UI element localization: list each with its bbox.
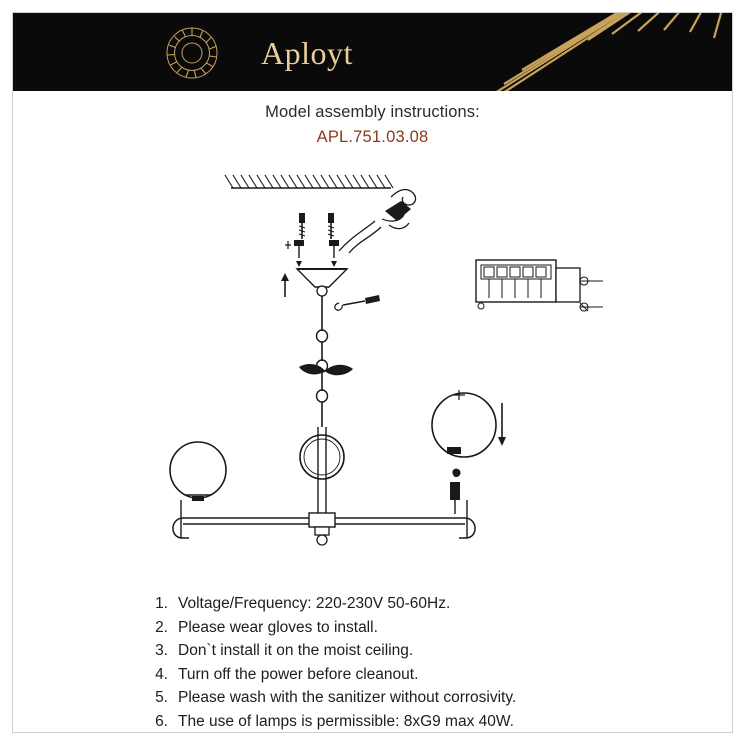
rod-icon — [309, 427, 335, 545]
lamp-socket-icon — [450, 469, 461, 514]
list-item — [146, 663, 706, 687]
wire-connector-icon — [339, 190, 416, 253]
screwdriver-icon — [335, 295, 380, 310]
list-item-text: Voltage/Frequency: 220-230V 50-60Hz. — [178, 595, 451, 612]
dowel-icon — [453, 390, 465, 400]
list-item — [146, 616, 706, 640]
list-item-number: 4. — [155, 665, 168, 683]
screw-icon — [299, 213, 305, 239]
globe-shade-icon — [170, 442, 226, 501]
brand-name: Aployt — [261, 35, 353, 71]
ceiling-cup-icon — [297, 269, 347, 296]
chain-icon — [317, 296, 328, 427]
globe-shade-icon — [432, 393, 496, 457]
brand-banner — [13, 13, 732, 91]
list-item-text: Please wash with the sanitizer without corrosivity. — [178, 689, 517, 706]
list-item — [146, 686, 706, 710]
ceiling-hatch-icon — [225, 175, 393, 188]
list-item-number: 6. — [155, 712, 168, 730]
page-title: Model assembly instructions: — [265, 103, 480, 121]
list-item-number: 5. — [155, 689, 168, 706]
screw-icon — [328, 213, 334, 239]
list-item — [146, 639, 706, 663]
instruction-list — [146, 592, 706, 733]
assembly-diagram — [13, 155, 732, 575]
list-item-text: Don`t install it on the moist ceiling. — [178, 642, 414, 659]
ring-shade-icon — [300, 435, 344, 479]
list-item — [146, 710, 706, 734]
arrow-up-icon — [281, 273, 289, 297]
list-item-text: Please wear gloves to install. — [178, 618, 378, 636]
list-item-number: 2. — [155, 618, 168, 636]
arrow-down-icon — [498, 403, 506, 446]
model-number: APL.751.03.08 — [316, 128, 429, 146]
dowel-icon — [329, 240, 339, 267]
radial-rays-icon — [442, 13, 732, 91]
page-title-block — [0, 103, 745, 147]
list-item-number: 3. — [155, 642, 168, 659]
list-item-text: The use of lamps is permissible: 8xG9 max 40W. — [178, 712, 514, 730]
list-item — [146, 592, 706, 616]
terminal-block-icon — [476, 260, 603, 311]
list-item-text: Turn off the power before cleanout. — [178, 665, 419, 683]
dowel-icon — [285, 240, 304, 267]
list-item-number: 1. — [155, 595, 168, 612]
sunburst-emblem-icon — [165, 26, 219, 80]
